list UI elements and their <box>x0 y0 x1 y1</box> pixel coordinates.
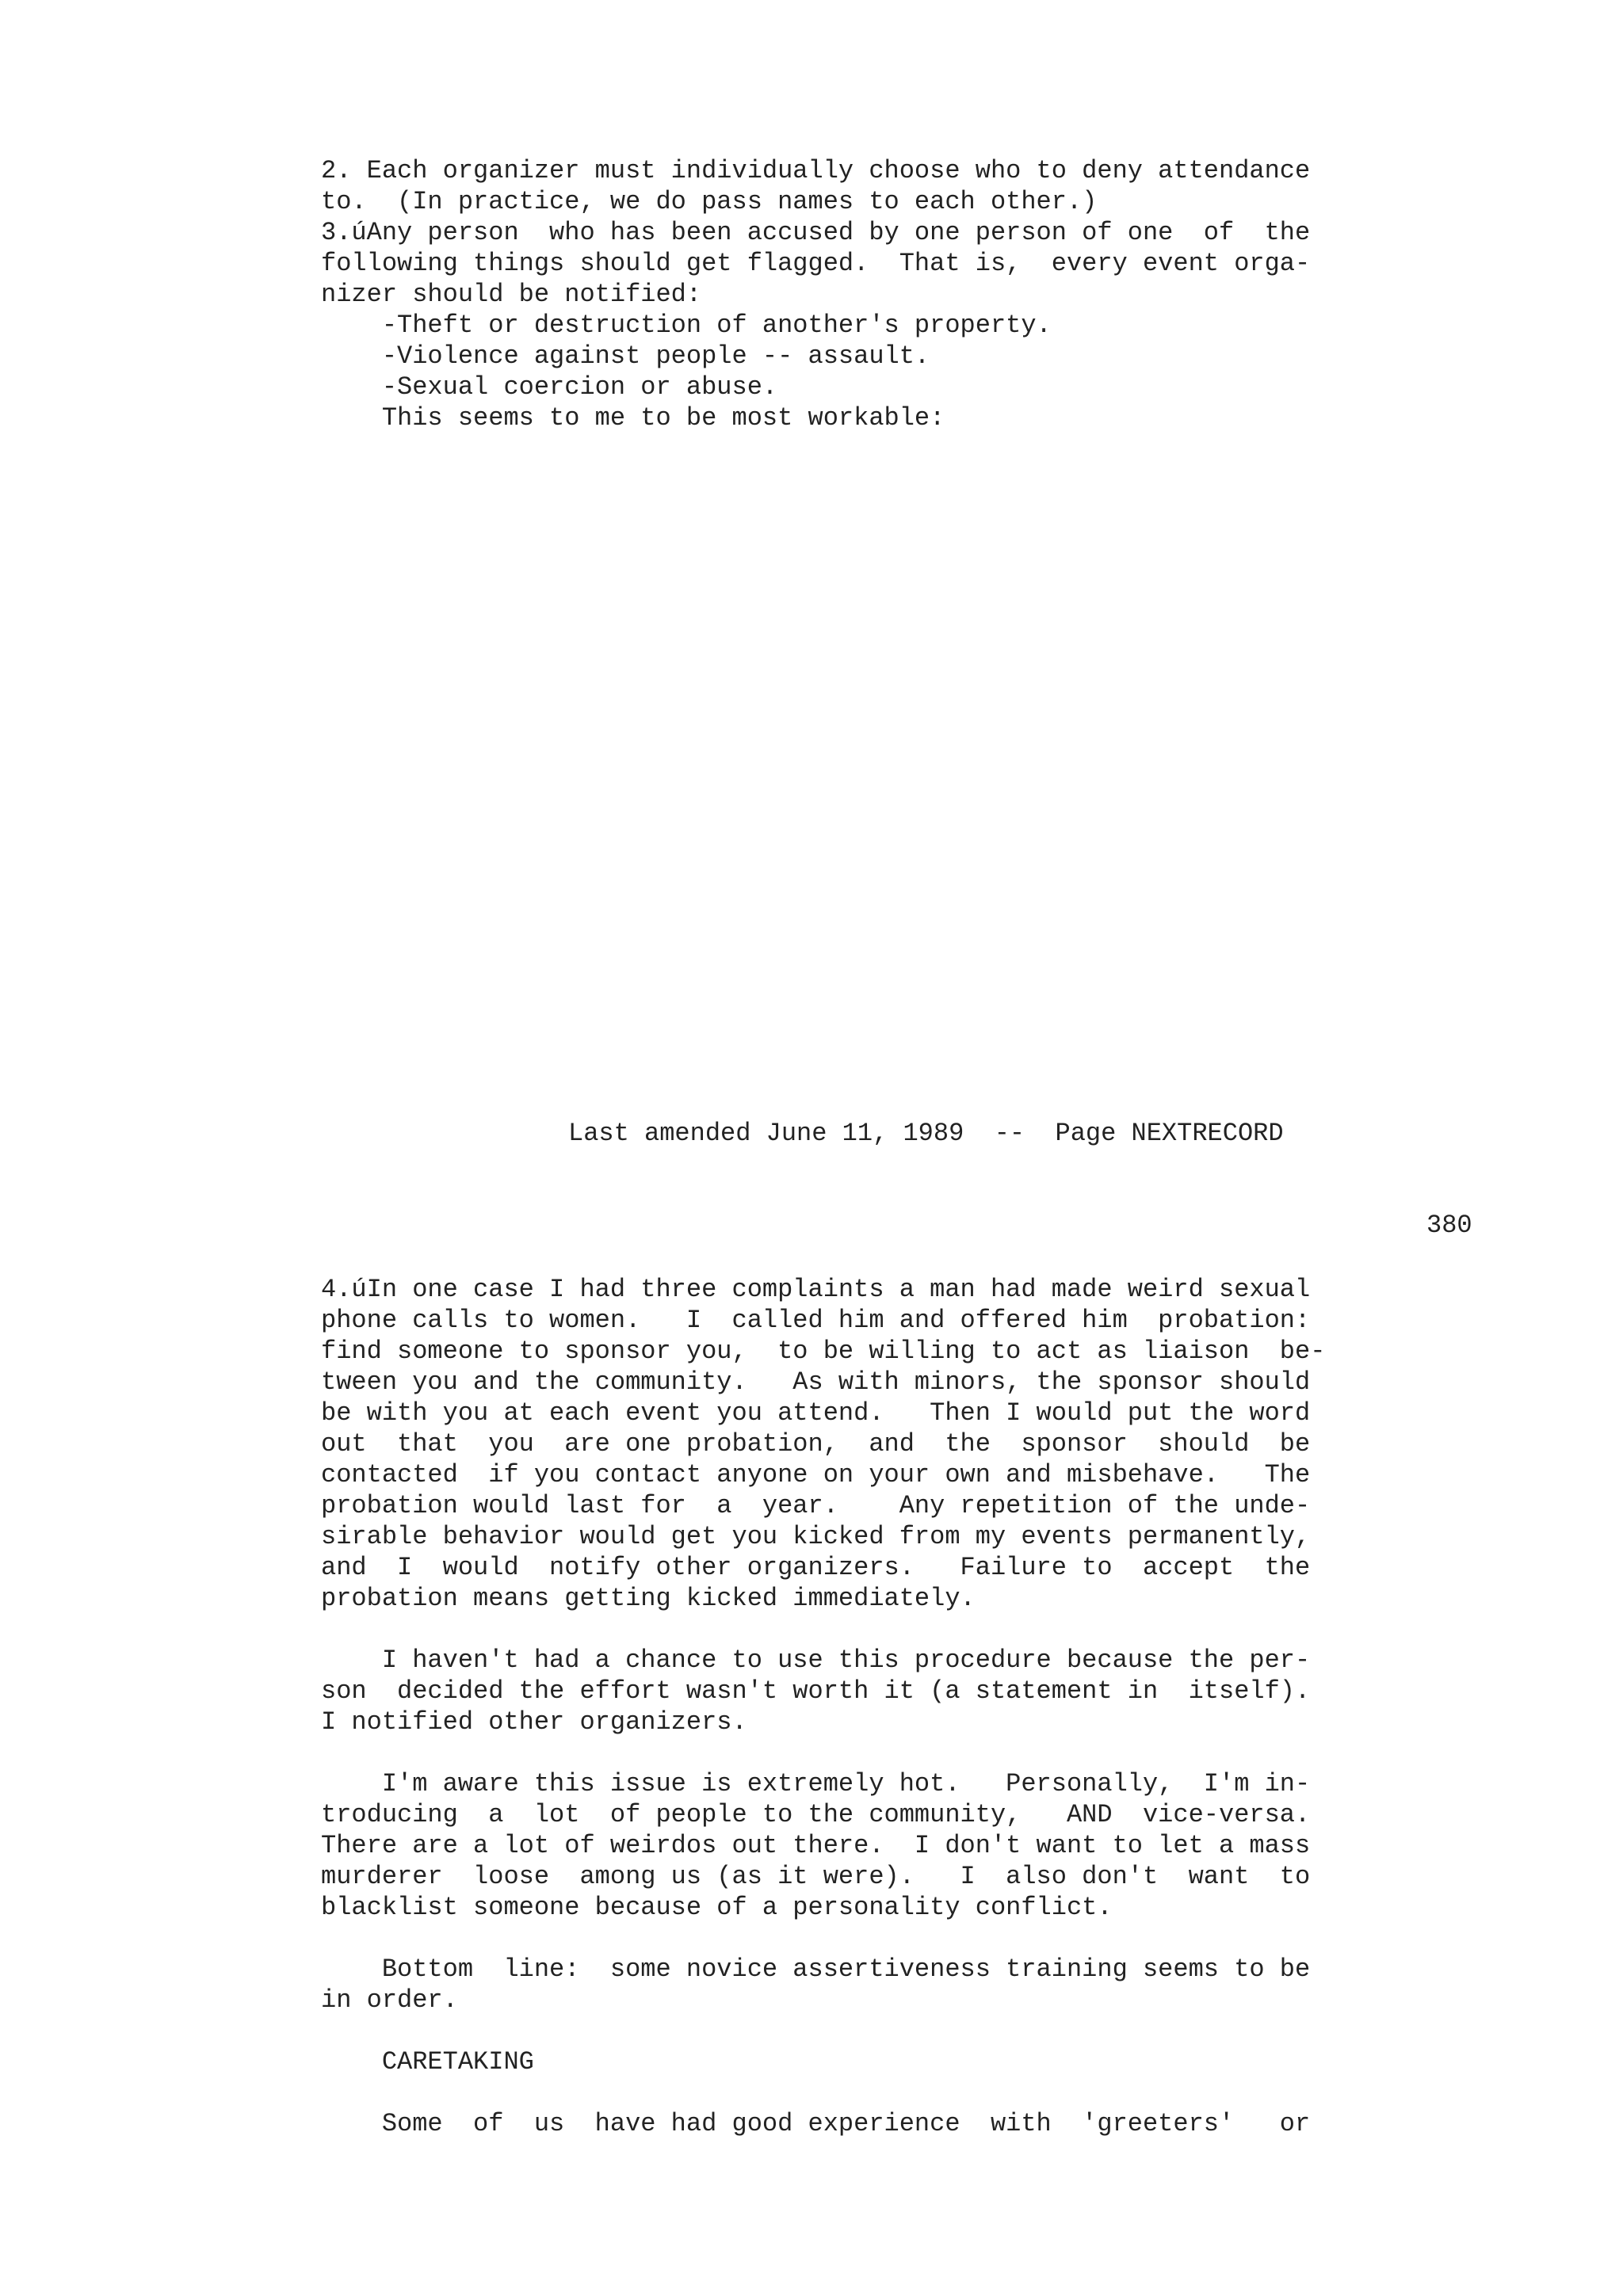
text-line: troducing a lot of people to the community, AND vice-versa. <box>321 1800 1311 1829</box>
text-line: This seems to me to be most workable: <box>321 403 945 433</box>
list-item: -Theft or destruction of another's property. <box>321 311 1052 340</box>
text-line: Some of us have had good experience with 'greeters' or <box>321 2109 1311 2138</box>
text-line: Bottom line: some novice assertiveness training seems to be <box>321 1955 1311 1984</box>
text-line: blacklist someone because of a personality conflict. <box>321 1893 1113 1922</box>
page-footer: Last amended June 11, 1989 -- Page NEXTRECORD <box>568 1119 1284 1148</box>
section-heading: CARETAKING <box>321 2047 534 2077</box>
list-item: -Sexual coercion or abuse. <box>321 372 778 402</box>
text-line: tween you and the community. As with minors, the sponsor should <box>321 1367 1311 1397</box>
text-line: probation would last for a year. Any repetition of the unde- <box>321 1491 1311 1520</box>
page-number: 380 <box>1426 1211 1472 1240</box>
text-line: I notified other organizers. <box>321 1707 747 1737</box>
text-line: nizer should be notified: <box>321 280 702 309</box>
text-line: son decided the effort wasn't worth it (a statement in itself). <box>321 1676 1311 1706</box>
text-line: 2. Each organizer must individually choose who to deny attendance <box>321 156 1311 185</box>
text-line: 4.úIn one case I had three complaints a man had made weird sexual <box>321 1275 1311 1304</box>
text-line: in order. <box>321 1985 458 2015</box>
text-line: There are a lot of weirdos out there. I don't want to let a mass <box>321 1831 1311 1860</box>
text-line: contacted if you contact anyone on your own and misbehave. The <box>321 1460 1311 1489</box>
text-line: I haven't had a chance to use this procedure because the per- <box>321 1646 1311 1675</box>
text-line: phone calls to women. I called him and offered him probation: <box>321 1306 1311 1335</box>
text-line: probation means getting kicked immediately. <box>321 1584 976 1613</box>
text-line: sirable behavior would get you kicked from my events permanently, <box>321 1522 1311 1551</box>
text-line: and I would notify other organizers. Failure to accept the <box>321 1553 1311 1582</box>
text-line: murderer loose among us (as it were). I also don't want to <box>321 1862 1311 1891</box>
text-line: find someone to sponsor you, to be willing to act as liaison be- <box>321 1337 1326 1366</box>
text-line: be with you at each event you attend. Then I would put the word <box>321 1398 1311 1428</box>
text-line: to. (In practice, we do pass names to each other.) <box>321 187 1098 216</box>
text-line: following things should get flagged. That is, every event orga- <box>321 249 1311 278</box>
text-line: I'm aware this issue is extremely hot. Personally, I'm in- <box>321 1769 1311 1798</box>
text-line: 3.úAny person who has been accused by one person of one of the <box>321 218 1311 247</box>
text-line: out that you are one probation, and the sponsor should be <box>321 1429 1311 1459</box>
list-item: -Violence against people -- assault. <box>321 341 930 371</box>
